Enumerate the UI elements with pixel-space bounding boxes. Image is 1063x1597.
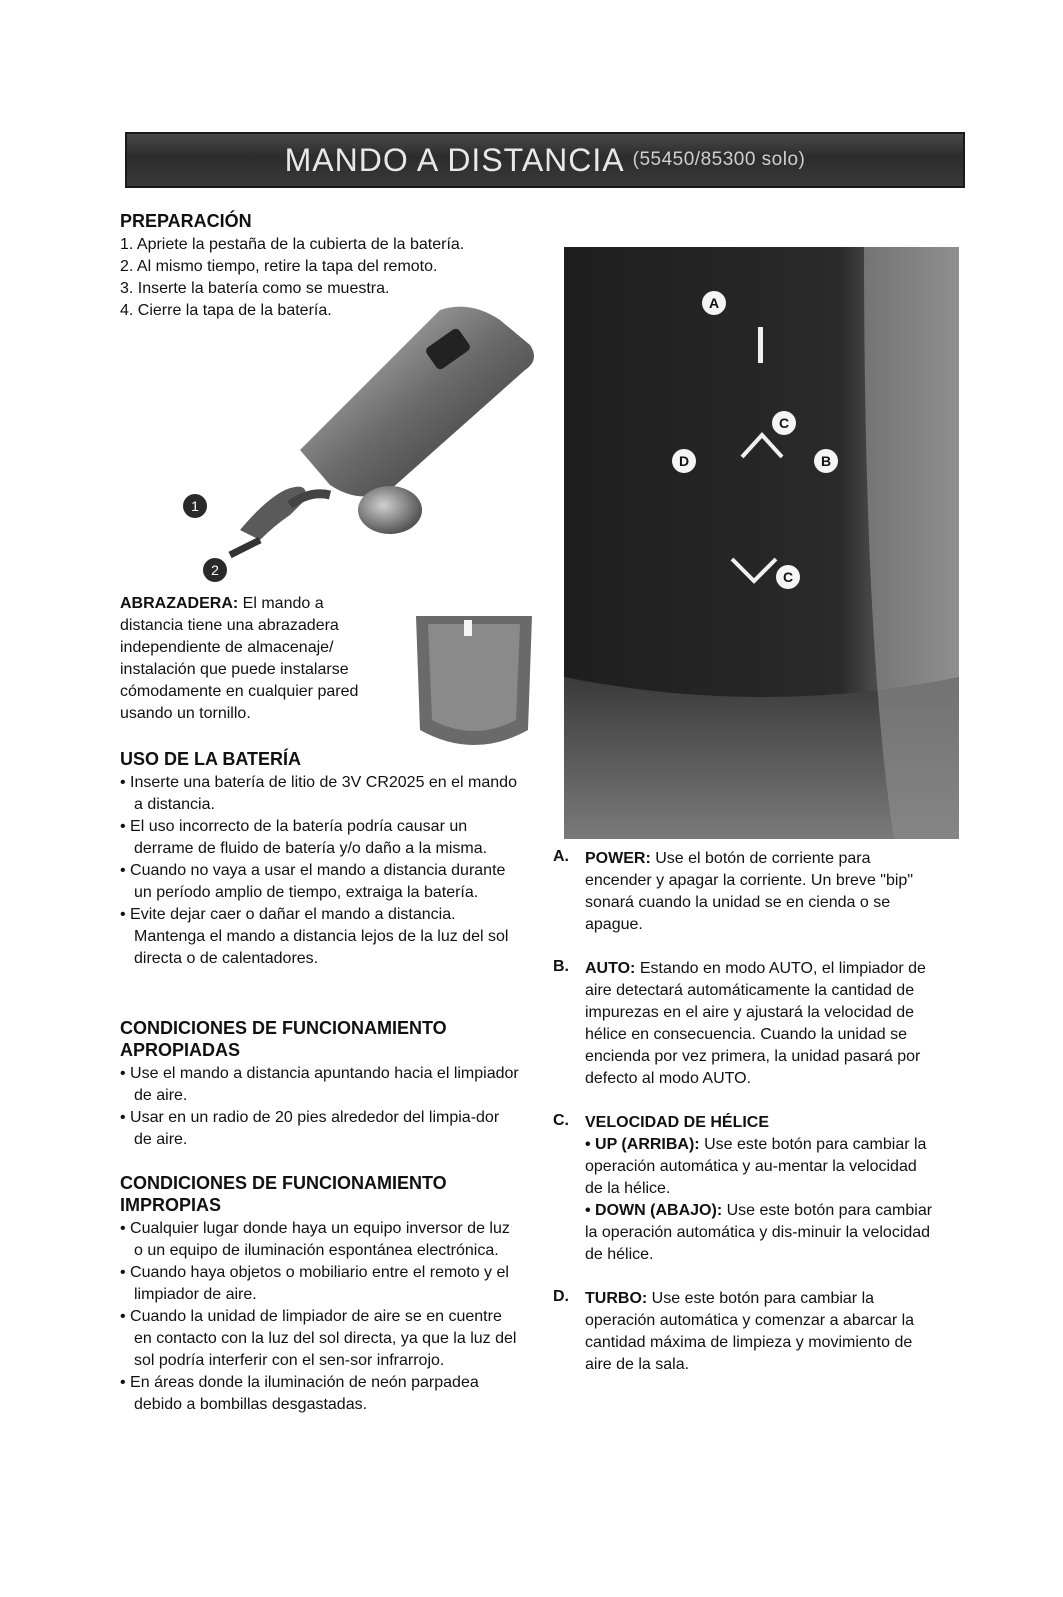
control-d-label: TURBO: <box>585 1290 648 1307</box>
control-a-letter: A. <box>553 848 569 865</box>
control-c-up <box>585 1134 933 1200</box>
callout-b <box>814 449 838 473</box>
control-c-label: VELOCIDAD DE HÉLICE <box>585 1114 770 1131</box>
control-c-up-label: • UP (ARRIBA): <box>585 1136 700 1153</box>
svg-text:C: C <box>778 415 790 431</box>
section-banner <box>125 132 965 188</box>
control-c <box>553 1112 933 1266</box>
list-item: • El uso incorrecto de la batería podría causar un derrame de fluido de batería y/o daño a la misma. <box>120 816 520 860</box>
apropiadas-heading: CONDICIONES DE FUNCIONAMIENTO APROPIADAS <box>120 1018 447 1060</box>
control-b <box>553 958 933 1090</box>
list-item: • En áreas donde la iluminación de neón parpadea debido a bombillas desgastadas. <box>120 1372 520 1416</box>
control-b-text <box>585 958 933 1090</box>
step-item: 2. Al mismo tiempo, retire la tapa del remoto. <box>120 258 438 275</box>
callout-c-down <box>776 565 800 589</box>
control-d <box>553 1288 933 1376</box>
svg-text:2: 2 <box>211 562 219 578</box>
list-item: • Usar en un radio de 20 pies alrededor del limpia-dor de aire. <box>120 1107 520 1151</box>
step-item: 1. Apriete la pestaña de la cubierta de la batería. <box>120 236 465 253</box>
abrazadera-label: ABRAZADERA: <box>120 595 239 612</box>
step-item: 4. Cierre la tapa de la batería. <box>120 302 332 319</box>
list-item: • Cualquier lugar donde haya un equipo inversor de luz o un equipo de iluminación espontánea electrónica. <box>120 1218 520 1262</box>
uso-bateria-section <box>120 748 520 970</box>
abrazadera-section <box>120 593 390 725</box>
callout-a <box>702 291 726 315</box>
list-item: • Use el mando a distancia apuntando hacia el limpiador de aire. <box>120 1063 520 1107</box>
abrazadera-text: El mando a distancia tiene una abrazadera independiente de almacenaje/ instalación que puede instalarse cómodamente en cualquier pared usando un tornillo. <box>120 595 359 722</box>
control-a-description: Use el botón de corriente para encender y apagar la corriente. Un breve "bip" sonará cuando la unidad se en cienda o se apague. <box>585 850 913 933</box>
control-d-letter: D. <box>553 1288 569 1305</box>
control-d-description: Use este botón para cambiar la operación automática y comenzar a abarcar la cantidad máxima de limpieza y movimiento de aire de la sala. <box>585 1290 915 1373</box>
list-item: • Cuando no vaya a usar el mando a distancia durante un período amplio de tiempo, extraiga la batería. <box>120 860 520 904</box>
control-c-down <box>585 1200 933 1266</box>
controls-section <box>553 848 933 1398</box>
list-item: • Cuando la unidad de limpiador de aire se en cuentre en contacto con la luz del sol directa, ya que la luz del sol podría interferir con el sen-sor infrarrojo. <box>120 1306 520 1372</box>
control-c-down-label: • DOWN (ABAJO): <box>585 1202 723 1219</box>
control-b-label: AUTO: <box>585 960 636 977</box>
wall-clip-illustration <box>408 610 540 760</box>
apropiadas-list <box>120 1063 520 1151</box>
svg-text:A: A <box>708 295 720 311</box>
impropias-list <box>120 1218 520 1416</box>
banner-title: MANDO A DISTANCIA <box>284 141 625 178</box>
svg-text:1: 1 <box>191 498 199 514</box>
list-item: • Inserte una batería de litio de 3V CR2025 en el mando a distancia. <box>120 772 520 816</box>
control-panel-illustration <box>564 247 959 839</box>
uso-bateria-list <box>120 772 520 970</box>
list-item: • Evite dejar caer o dañar el mando a distancia. Mantenga el mando a distancia lejos de la luz del sol directa o de calentadores. <box>120 904 520 970</box>
condiciones-impropias-section <box>120 1172 520 1416</box>
svg-text:C: C <box>782 569 794 585</box>
impropias-heading: CONDICIONES DE FUNCIONAMIENTO IMPROPIAS <box>120 1173 447 1215</box>
control-b-letter: B. <box>553 958 569 975</box>
control-c-up-description: Use este botón para cambiar la operación automática y au-mentar la velocidad de la hélice. <box>585 1136 927 1197</box>
callout-d <box>672 449 696 473</box>
remote-battery-illustration <box>170 300 540 590</box>
condiciones-apropiadas-section <box>120 1017 520 1151</box>
abrazadera-paragraph <box>120 593 390 725</box>
control-d-text <box>585 1288 933 1376</box>
control-c-down-description: Use este botón para cambiar la operación automática y dis-minuir la velocidad de hélice. <box>585 1202 933 1263</box>
svg-text:D: D <box>678 453 690 469</box>
banner-subtitle: (55450/85300 solo) <box>632 149 806 170</box>
control-a <box>553 848 933 936</box>
control-b-description: Estando en modo AUTO, el limpiador de aire detectará automáticamente la cantidad de impurezas en el aire y ajustará la velocidad de hélice en consecuencia. Cuando la unidad se encienda por vez primera, la unidad pasará por defecto al modo AUTO. <box>585 960 926 1087</box>
preparacion-heading: PREPARACIÓN <box>120 211 252 231</box>
callout-c-up <box>772 411 796 435</box>
svg-text:B: B <box>820 453 832 469</box>
list-item: • Cuando haya objetos o mobiliario entre el remoto y el limpiador de aire. <box>120 1262 520 1306</box>
control-a-label: POWER: <box>585 850 651 867</box>
control-c-letter: C. <box>553 1112 569 1129</box>
step-item: 3. Inserte la batería como se muestra. <box>120 280 390 297</box>
uso-bateria-heading: USO DE LA BATERÍA <box>120 749 302 769</box>
control-a-text <box>585 848 933 936</box>
